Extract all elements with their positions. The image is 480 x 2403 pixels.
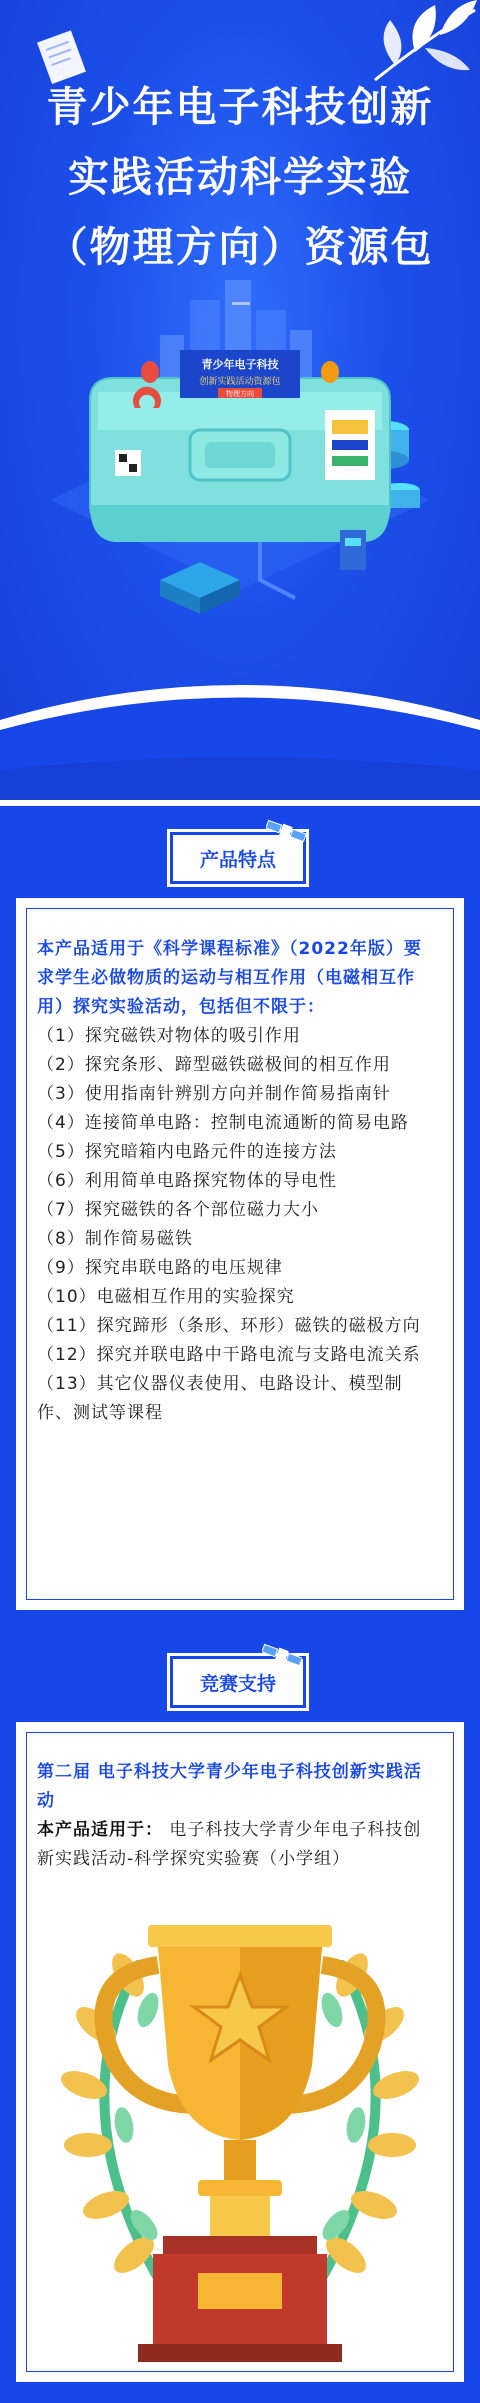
- feature-item-3: （3）使用指南针辨别方向并制作简易指南针: [37, 1084, 391, 1104]
- feature-item-5: （5）探究暗箱内电路元件的连接方法: [37, 1142, 337, 1162]
- box-label-line-2: 创新实践活动资源包: [199, 377, 281, 387]
- product-box-illustration: [40, 280, 440, 650]
- feature-item-13: （13）其它仪器仪表使用、电路设计、模型制作、测试等课程: [37, 1374, 403, 1423]
- feature-item-6: （6）利用简单电路探究物体的导电性: [37, 1171, 337, 1191]
- feature-item-2: （2）探究条形、蹄型磁铁磁极间的相互作用: [37, 1055, 391, 1075]
- feature-item-10: （10）电磁相互作用的实验探究: [37, 1287, 295, 1307]
- feature-item-9: （9）探究串联电路的电压规律: [37, 1258, 283, 1278]
- hero-title-line-1: 青少年电子科技创新: [46, 83, 434, 131]
- box-label-line-1: 青少年电子科技: [201, 358, 279, 371]
- feature-item-8: （8）制作简易磁铁: [37, 1229, 193, 1249]
- box-tag: 物理方向: [226, 390, 254, 398]
- competition-body: [37, 1816, 427, 1874]
- competition-heading: 第二届 电子科技大学青少年电子科技创新实践活动: [37, 1762, 422, 1811]
- satellite-icon: [262, 1642, 302, 1668]
- competition-badge-label: 竞赛支持: [199, 1672, 276, 1695]
- feature-item-7: （7）探究磁铁的各个部位磁力大小: [37, 1200, 319, 1220]
- feature-item-1: （1）探究磁铁对物体的吸引作用: [37, 1026, 301, 1046]
- competition-body-text: 电子科技大学青少年电子科技创新实践活动-科学探究实验赛（小学组）: [37, 1820, 422, 1869]
- features-lead: 本产品适用于《科学课程标准》（2022年版）要求学生必做物质的运动与相互作用（电磁相互作用）探究实验活动，包括但不限于：: [37, 939, 422, 1017]
- hero-title-line-2: 实践活动科学实验: [68, 153, 412, 201]
- satellite-icon: [266, 818, 306, 844]
- feature-item-12: （12）探究并联电路中干路电流与支路电流关系: [37, 1345, 421, 1365]
- feature-item-11: （11）探究蹄形（条形、环形）磁铁的磁极方向: [37, 1316, 421, 1336]
- hero-title: [0, 72, 480, 282]
- features-text: [37, 935, 427, 1428]
- trophy-icon: [48, 1895, 432, 2365]
- competition-body-label: 本产品适用于：: [37, 1820, 163, 1840]
- hero-wave: [0, 650, 480, 800]
- hero-title-line-3: （物理方向）资源包: [46, 223, 434, 271]
- competition-text: [37, 1758, 427, 1874]
- feature-item-4: （4）连接简单电路：控制电流通断的简易电路: [37, 1113, 409, 1133]
- features-badge-label: 产品特点: [199, 848, 276, 871]
- hero-banner: [0, 0, 480, 800]
